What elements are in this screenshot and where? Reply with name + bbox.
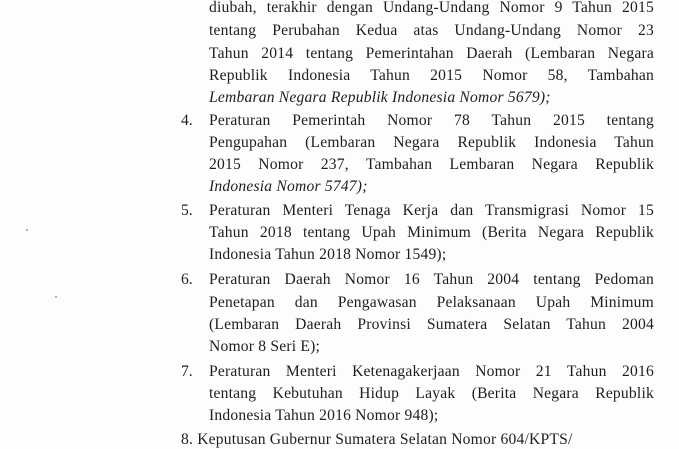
scan-speck xyxy=(55,296,57,298)
item-7-line-3: Indonesia Tahun 2016 Nomor 948); xyxy=(209,407,439,424)
item-6-line-3: (Lembaran Daerah Provinsi Sumatera Selatan Tahun 2004 xyxy=(209,316,654,333)
item-7-line-2: tentang Kebutuhan Hidup Layak (Berita Negara Republik xyxy=(209,385,654,402)
item-3-line-3: Tahun 2014 tentang Pemerintahan Daerah (Lembaran Negara xyxy=(209,45,654,62)
item-7-line-1: Peraturan Menteri Ketenagakerjaan Nomor 21 Tahun 2016 xyxy=(209,363,654,380)
item-4-line-2: Pengupahan (Lembaran Negara Republik Indonesia Tahun xyxy=(209,134,654,151)
item-3-line-2: tentang Perubahan Kedua atas Undang-Undang Nomor 23 xyxy=(209,22,654,39)
cut-off-next-item xyxy=(0,424,679,448)
item-3-line-5: Lembaran Negara Republik Indonesia Nomor 5679); xyxy=(209,89,551,106)
item-3-line-1: diubah, terakhir dengan Undang-Undang Nomor 9 Tahun 2015 xyxy=(209,0,654,16)
item-4-line-1: Peraturan Pemerintah Nomor 78 Tahun 2015 tentang xyxy=(209,112,654,129)
item-5-number: 5. xyxy=(181,202,193,219)
item-4-line-4: Indonesia Nomor 5747); xyxy=(209,178,368,195)
item-7-number: 7. xyxy=(181,363,193,380)
item-6-line-1: Peraturan Daerah Nomor 16 Tahun 2004 tentang Pedoman xyxy=(209,271,654,288)
item-5-line-3: Indonesia Tahun 2018 Nomor 1549); xyxy=(209,246,447,263)
scan-speck xyxy=(26,229,28,231)
item-6-number: 6. xyxy=(181,271,193,288)
item-5-line-2: Tahun 2018 tentang Upah Minimum (Berita Negara Republik xyxy=(209,224,654,241)
item-6-line-4: Nomor 8 Seri E); xyxy=(209,338,321,355)
cut-off-line: 8. Keputusan Gubernur Sumatera Selatan Nomor 604/KPTS/ xyxy=(181,431,573,448)
item-3-line-4: Republik Indonesia Tahun 2015 Nomor 58, Tambahan xyxy=(209,67,654,84)
item-5-line-1: Peraturan Menteri Tenaga Kerja dan Transmigrasi Nomor 15 xyxy=(209,202,654,219)
item-6-line-2: Penetapan dan Pengawasan Pelaksanaan Upah Minimum xyxy=(209,294,654,311)
item-4-line-3: 2015 Nomor 237, Tambahan Lembaran Negara Republik xyxy=(209,156,654,173)
item-4-number: 4. xyxy=(181,112,193,129)
